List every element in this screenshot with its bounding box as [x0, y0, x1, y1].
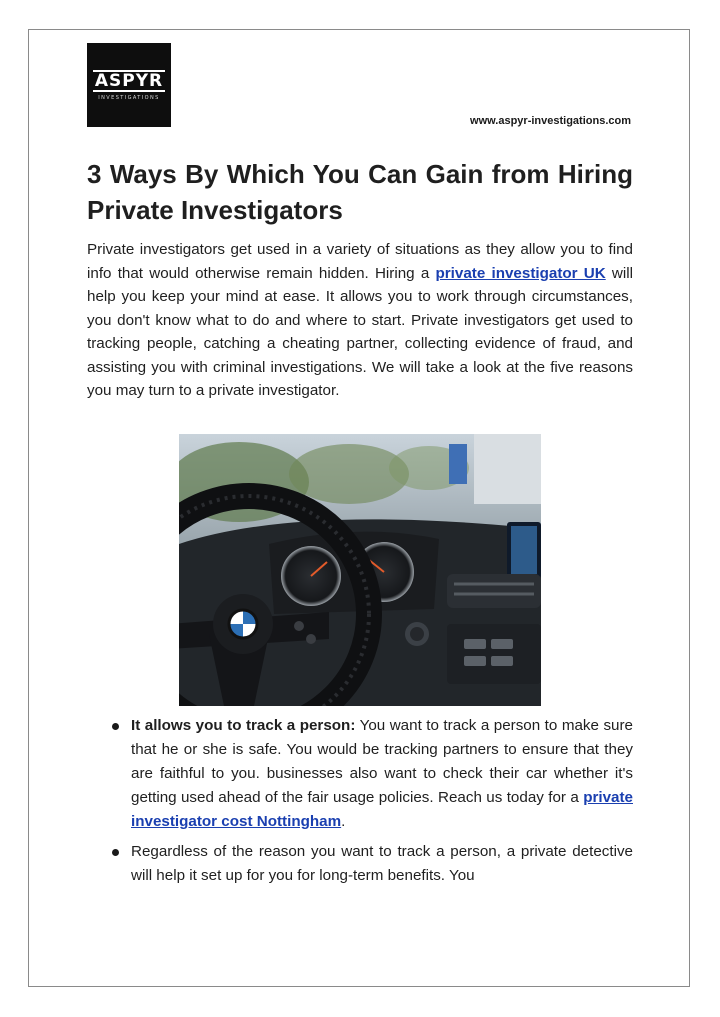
benefits-list	[101, 714, 633, 894]
bullet-text-end: .	[341, 813, 346, 830]
intro-paragraph	[87, 238, 633, 403]
aspyr-logo	[87, 43, 171, 127]
steering-wheel-dashboard-image	[179, 434, 541, 706]
logo-subtext: INVESTIGATIONS	[98, 94, 160, 101]
document-page	[28, 29, 690, 987]
logo-wordmark: ASPYR	[94, 70, 164, 91]
list-item	[101, 714, 633, 834]
bullet-text: Regardless of the reason you want to track a person, a private detective will help it set up for you for long-term benefits. You	[131, 843, 633, 884]
bullet-icon	[112, 723, 119, 730]
bullet-text: You want to track a person to make sure that he or she is safe. You would be tracking partners to ensure that they are faithful to you. businesses also want to check their car whether it's getting used ahead of the fair usage policies. Reach us today for a	[131, 717, 633, 806]
intro-text-part1: Private investigators get used in a variety of situations as they allow you to find info that would otherwise remain hidden. Hiring a	[87, 241, 633, 282]
car-interior-photo	[179, 434, 541, 706]
private-investigator-uk-link[interactable]: private investigator UK	[435, 264, 606, 282]
private-investigator-cost-nottingham-link[interactable]: private investigator cost Nottingham	[131, 789, 633, 830]
website-url: www.aspyr-investigations.com	[470, 115, 631, 127]
bullet-lead: It allows you to track a person:	[131, 717, 356, 734]
bullet-icon	[112, 849, 119, 856]
article-title: 3 Ways By Which You Can Gain from Hiring Private Investigators	[87, 159, 633, 225]
list-item	[101, 840, 633, 888]
intro-text-part2: will help you keep your mind at ease. It allows you to work through circumstances, you don't know what to do and where to start. Private investigators get used to tracking people, catching a cheating partner, collecting evidence of fraud, and assisting you with criminal investigations. We will take a look at the five reasons you may turn to a private investigator.	[87, 264, 634, 399]
